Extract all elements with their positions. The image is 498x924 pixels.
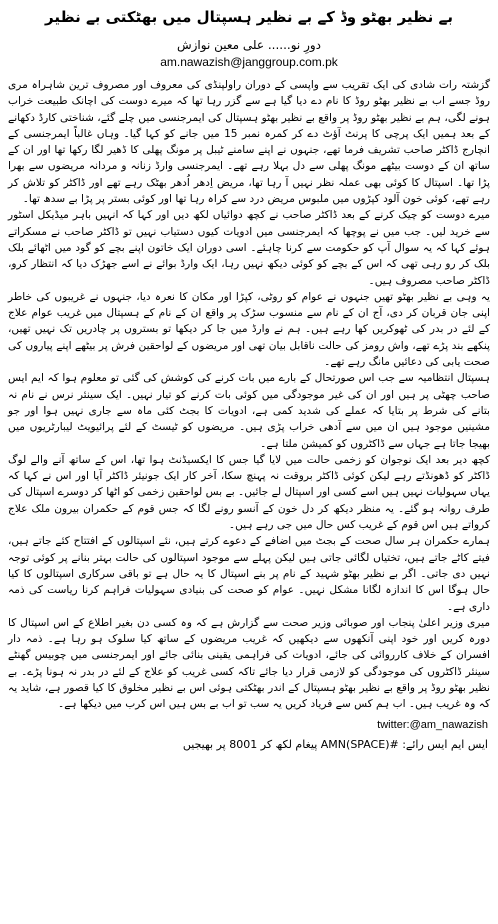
twitter-handle: twitter:@am_nawazish: [377, 718, 488, 731]
article-byline: دورِ نو...... علی معین نوازش: [176, 38, 322, 52]
article-paragraph: میرے دوست کو چیک کرنے کے بعد ڈاکٹر صاحب نے کچھ دوائیاں لکھ دیں اور کہا کہ انہیں باہر میڈیکل اسٹور سے خرید لیں۔ جب میں نے پوچھا کہ ایمرجنسی میں ادویات کیوں دستیاب نہیں تو ڈاکٹر صاحب نے مسکراتے ہوئے کہا کہ یہ سوال آپ کو حکومت سے کرنا چاہئے۔ اسی دوران ایک خاتون اپنے بچے کو گود میں اٹھائے بلک بلک کر رو رہی تھی کہ اس کے بچے کو کوئی دیکھ نہیں رہا، ایک وارڈ بوائے نے اسے جھڑک دیا کہ انتظار کرو، ڈاکٹر صاحب مصروف ہیں۔: [8, 209, 490, 287]
sms-feedback-line: ایس ایم ایس رائے: #AMN(SPACE) پیغام لکھ کر 8001 پر بھیجیں: [182, 737, 488, 751]
article-paragraph: ہسپتال انتظامیہ سے جب اس صورتحال کے بارے میں بات کرنے کی کوشش کی گئی تو معلوم ہوا کہ ایم ایس صاحب چھٹی پر ہیں اور ان کی غیر موجودگی میں کوئی بات کرنے کو تیار نہیں۔ ایک سینئر نرس نے نام نہ بتانے کی شرط پر بتایا کہ عملے کی شدید کمی ہے، ادویات کا بجٹ کئی ماہ سے جاری نہیں ہوا اور جو مشینیں موجود ہیں ان میں سے آدھی خراب پڑی ہیں۔ مریضوں کو ٹیسٹ کے لئے پرائیویٹ لیبارٹریوں میں بھیجا جاتا ہے جہاں سے ڈاکٹروں کو کمیشن ملتا ہے۔: [8, 372, 490, 450]
article-paragraph: یہ وہی بے نظیر بھٹو تھیں جنہوں نے عوام کو روٹی، کپڑا اور مکان کا نعرہ دیا، جنہوں نے غریبوں کی خاطر اپنی جان قربان کر دی، آج ان کے نام سے منسوب سڑک پر واقع ان کے نام کے ہسپتال میں غریب عوام علاج کے لئے در بدر کی ٹھوکریں کھا رہے ہیں۔ ہم نے وارڈ میں جا کر دیکھا تو بستروں پر چادریں تک نہیں تھیں، پنکھے بند پڑے تھے، واش رومز کی حالت ناقابل بیان تھی اور مریضوں کے لواحقین فرش پر بیٹھے اپنے پیاروں کی صحت یابی کی دعائیں مانگ رہے تھے۔: [8, 290, 490, 369]
author-email: am.nawazish@janggroup.com.pk: [160, 55, 338, 69]
article-paragraph: گزشتہ رات شادی کی ایک تقریب سے واپسی کے دوران راولپنڈی کی معروف اور مصروف ترین شاہراہ مری روڈ جسے اب بے نظیر بھٹو روڈ کا نام دے دیا گیا ہے سے گزر رہا تھا کہ میرے دوست کی اچانک طبیعت خراب ہونے لگی، ہم بے نظیر بھٹو روڈ پر واقع بے نظیر بھٹو ہسپتال کی ایمرجنسی میں چلے گئے، شناختی کارڈ دکھانے کے بعد ہمیں ایک پرچی کا پرنٹ آؤٹ دے کر کمرہ نمبر 15 میں جانے کو کہا گیا۔ وہاں غالباً ایمرجنسی کے انچارج ڈاکٹر صاحب تشریف فرما تھے، جنہوں نے اپنے سامنے ٹیبل پر مونگ پھلی کا ڈھیر لگا رکھا تھا اور ان کے ساتھ ان کے دوست بیٹھے مونگ پھلی سے دل بہلا رہے تھے۔ ایمرجنسی وارڈ زنانہ و مردانہ مریضوں سے بھرا پڑا تھا۔ اسپتال کا کوئی بھی عملہ نظر نہیں آ رہا تھا، مریض اِدھر اُدھر بھٹک رہے تھے اور ڈاکٹر کو تلاش کر رہے تھے، کوئی خون آلود کپڑوں میں ملبوس مریض درد سے کراہ رہا تھا اور کوئی بستر پر پڑا بے سدھ تھا۔: [8, 79, 490, 206]
article-body: [6, 77, 492, 713]
article-paragraph: ہمارے حکمران ہر سال صحت کے بجٹ میں اضافے کے دعوے کرتے ہیں، نئے اسپتالوں کے افتتاح کئے جاتے ہیں، فیتے کاٹے جاتے ہیں، تختیاں لگائی جاتی ہیں لیکن پہلے سے موجود اسپتالوں کی حالت بہتر بنانے پر کوئی توجہ نہیں دی جاتی۔ اگر بے نظیر بھٹو شہید کے نام پر بنے اسپتال کا یہ حال ہے تو باقی سرکاری اسپتالوں کا کیا حال ہوگا اس کا اندازہ لگانا مشکل نہیں۔ عوام کو صحت کی بنیادی سہولیات فراہم کرنا ریاست کی ذمہ داری ہے۔: [8, 535, 490, 613]
article-paragraph: میری وزیر اعلیٰ پنجاب اور صوبائی وزیر صحت سے گزارش ہے کہ وہ کسی دن بغیر اطلاع کے اس اسپتال کا دورہ کریں اور خود اپنی آنکھوں سے دیکھیں کہ غریب مریضوں کے ساتھ کیا سلوک ہو رہا ہے۔ ذمہ دار افسران کے خلاف کارروائی کی جائے، ادویات کی فراہمی یقینی بنائی جائے اور ایمرجنسی میں چوبیس گھنٹے سینئر ڈاکٹروں کی موجودگی کو لازمی قرار دیا جائے تاکہ کسی غریب کو علاج کے لئے در بدر نہ ہونا پڑے۔ بے نظیر بھٹو روڈ پر واقع بے نظیر بھٹو ہسپتال کے اندر بھٹکتی ہوئی اس بے نظیر مخلوق کا کیا قصور ہے، شاید یہ کہ وہ غریب ہیں۔ اب ہم کس سے فریاد کریں یہ سب تو اب بے بس ہیں اس کرب میں دیکھا ہے۔: [8, 616, 490, 711]
article-paragraph: کچھ دیر بعد ایک نوجوان کو زخمی حالت میں لایا گیا جس کا ایکسیڈنٹ ہوا تھا، اس کے ساتھ آنے والے لوگ ڈاکٹر کو ڈھونڈتے رہے لیکن کوئی ڈاکٹر بروقت نہ پہنچ سکا، آخر کار ایک جونیئر ڈاکٹر آیا اور اس نے کہا کہ یہاں سہولیات نہیں ہیں اسے کسی اور اسپتال لے جائیں۔ بے بس لواحقین زخمی کو اٹھا کر دوسرے اسپتال کی طرف روانہ ہو گئے۔ یہ منظر دیکھ کر دل خون کے آنسو رونے لگا کہ جس قوم کے حکمران بیرون ملک علاج کرواتے ہیں اس قوم کے غریب کس حال میں جی رہے ہیں۔: [8, 453, 490, 532]
article-title: بے نظیر بھٹو وڈ کے بے نظیر ہسپتال میں بھٹکتی بے نظیر: [45, 8, 453, 26]
